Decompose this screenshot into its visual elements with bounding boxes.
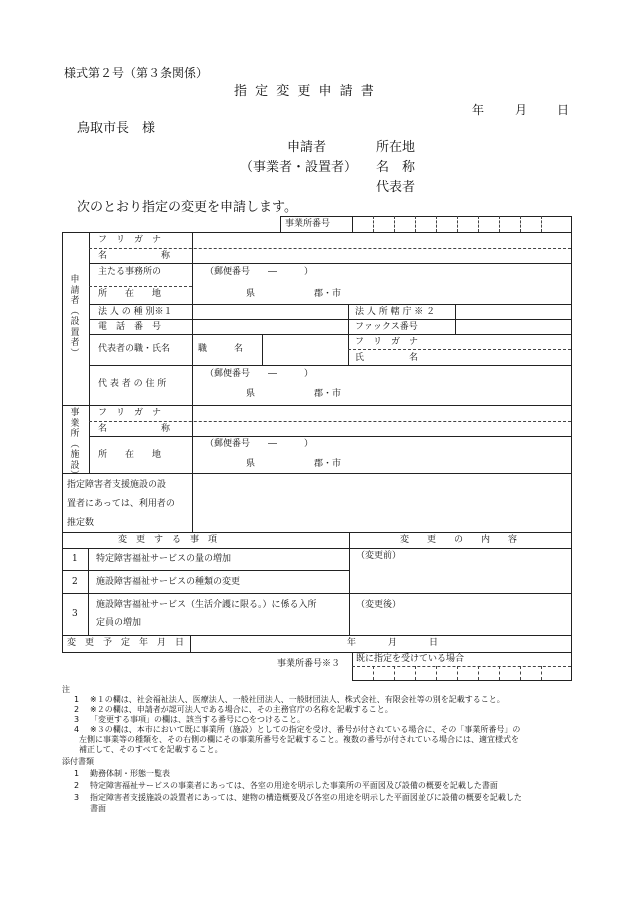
label-position: 職 名 xyxy=(198,344,244,354)
section-facility-label: 事 業 所 ︵ 施 設 ︶ xyxy=(70,408,80,481)
label-capacity-1: 指定障害者支援施設の設 xyxy=(67,480,167,490)
attachment-no-1: 1 xyxy=(74,769,80,778)
intro-text: 次のとおり指定の変更を申請します。 xyxy=(77,200,297,215)
label-capacity-3: 推定数 xyxy=(67,518,95,528)
attachment-no-2: 2 xyxy=(74,781,80,790)
label-fullname: 氏 名 xyxy=(355,353,419,363)
applicant-label: 申請者 xyxy=(287,140,327,155)
label-location-facility: 所 在 地 xyxy=(98,450,162,460)
postal-code-2: （郵便番号 ― ） xyxy=(205,369,314,379)
scheduled-day: 日 xyxy=(429,638,439,648)
note-no-1: 1 xyxy=(74,695,80,704)
label-rep-address: 代 表 者 の 住 所 xyxy=(98,379,167,389)
label-rep-title-name: 代表者の職・氏名 xyxy=(98,344,171,354)
note-no-4: 4 xyxy=(74,725,80,734)
note-no-3: 3 xyxy=(74,715,80,724)
change-item-no-1: 1 xyxy=(72,554,78,564)
change-item-no-2: 2 xyxy=(72,577,78,587)
label-phone: 電 話 番 号 xyxy=(98,322,162,332)
attachment-no-3: 3 xyxy=(74,793,80,802)
header-change-content: 変 更 の 内 容 xyxy=(400,535,518,545)
note-2: ※２の欄は、申請者が認可法人である場合に、その主務官庁の名称を記載すること。 xyxy=(90,705,393,714)
label-furigana-facility: フ リ ガ ナ xyxy=(98,408,162,418)
label-corp-type: 法 人 の 種 別※１ xyxy=(98,307,173,317)
label-scheduled-date: 変 更 予 定 年 月 日 xyxy=(67,638,185,648)
pref-3: 県 xyxy=(246,459,256,469)
note-no-2: 2 xyxy=(74,705,80,714)
scheduled-year: 年 xyxy=(347,638,357,648)
page-title: 指 定 変 更 申 請 書 xyxy=(234,84,376,99)
city-3: 郡・市 xyxy=(314,459,342,469)
attachment-3b: 書面 xyxy=(90,804,106,813)
office-number-label: 事業所番号 xyxy=(285,219,331,229)
date-year: 年 xyxy=(472,103,485,117)
attachment-1: 勤務体制・形態一覧表 xyxy=(90,769,170,778)
attachments-title: 添付書類 xyxy=(62,757,94,766)
change-item-no-3: 3 xyxy=(72,609,78,619)
applicant-name-label: 名 称 xyxy=(376,160,416,175)
label-fax: ファックス番号 xyxy=(355,322,418,332)
label-name-facility: 名 称 xyxy=(98,424,171,434)
change-item-text-3: 施設障害福祉サービス（生活介護に限る。）に係る入所 xyxy=(96,600,317,610)
attachment-3: 指定障害者支援施設の設置者にあっては、建物の構造概要及び各室の用途を明示した平面図並びに設備の概要を記載した xyxy=(90,793,522,802)
date-day: 日 xyxy=(557,103,570,117)
label-office-no-3: 事業所番号※３ xyxy=(277,659,341,669)
date-month: 月 xyxy=(515,103,528,117)
label-corp-authority: 法 人 所 轄 庁 ※ ２ xyxy=(355,307,436,317)
label-main-office-address: 所 在 地 xyxy=(98,289,162,299)
scheduled-month: 月 xyxy=(388,638,398,648)
postal-code-1: （郵便番号 ― ） xyxy=(205,267,314,277)
change-item-text-2: 施設障害福祉サービスの種類の変更 xyxy=(96,577,241,587)
label-capacity-2: 置者にあっては、利用者の xyxy=(67,499,175,509)
note-4: ※３の欄は、本市において既に事業所（施設）としての指定を受け、番号が付されている場合に、その「事業所番号」の xyxy=(90,725,521,734)
change-before-label: （変更前） xyxy=(356,551,402,561)
note-3: 「変更する事項」の欄は、該当する番号に○をつけること。 xyxy=(90,715,305,724)
pref-1: 県 xyxy=(246,289,256,299)
change-item-text-1: 特定障害福祉サービスの量の増加 xyxy=(96,554,232,564)
change-after-label: （変更後） xyxy=(356,600,402,610)
pref-2: 県 xyxy=(246,389,256,399)
city-1: 郡・市 xyxy=(314,289,342,299)
applicant-address-label: 所在地 xyxy=(376,140,416,155)
applicant-rep-label: 代表者 xyxy=(376,180,416,195)
postal-code-3: （郵便番号 ― ） xyxy=(205,439,314,449)
change-item-text-3b: 定員の増加 xyxy=(96,618,142,628)
form-label: 様式第２号（第３条関係） xyxy=(64,66,209,80)
note-4c: 補正して、そのすべてを記載すること。 xyxy=(79,745,223,754)
applicant-sublabel: （事業者・設置者） xyxy=(240,160,358,175)
attachment-2: 特定障害福祉サービスの事業者にあっては、各室の用途を明示した事業所の平面図及び設備の概要を記載した書面 xyxy=(90,781,498,790)
label-name: 名 称 xyxy=(98,251,171,261)
label-furigana: フ リ ガ ナ xyxy=(98,235,162,245)
city-2: 郡・市 xyxy=(314,389,342,399)
note-4b: 左側に事業等の種類を、その右側の欄にその事業所番号を記載すること。複数の番号が付されている場合には、適宜様式を xyxy=(79,735,519,744)
label-already-designated: 既に指定を受けている場合 xyxy=(356,654,465,664)
notes-title: 注 xyxy=(62,685,70,694)
section-applicant-label: 申 請 者 ︵ 設 置 者 ︶ xyxy=(70,275,80,359)
header-change-item: 変 更 す る 事 項 xyxy=(118,535,218,545)
addressee: 鳥取市長 様 xyxy=(77,121,156,136)
label-main-office: 主たる事務所の xyxy=(98,267,162,277)
label-furigana-2: フ リ ガ ナ xyxy=(355,337,419,347)
note-1: ※１の欄は、社会福祉法人、医療法人、一般社団法人、一般財団法人、株式会社、有限会社等の別を記載すること。 xyxy=(90,695,505,704)
